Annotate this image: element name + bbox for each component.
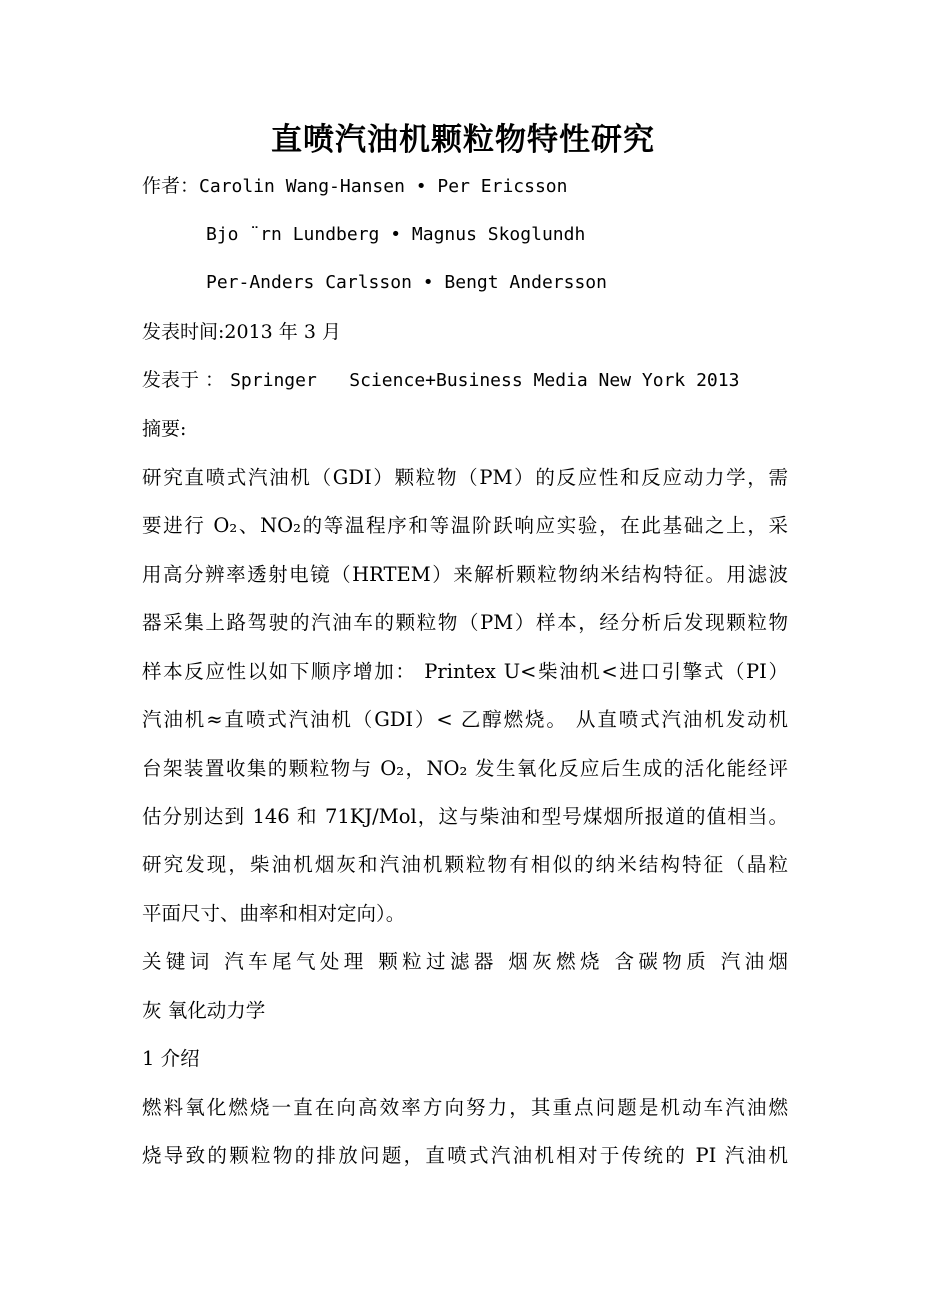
authors-names-2: Bjo ¨rn Lundberg • Magnus Skoglundh — [206, 224, 586, 245]
section-line: 烧导致的颗粒物的排放问题，直喷式汽油机相对于传统的 PI 汽油机 — [142, 1144, 788, 1167]
abstract-heading: 摘要: — [142, 418, 187, 440]
section-heading: 1 介绍 — [142, 1047, 200, 1070]
document-title: 直喷汽油机颗粒物特性研究 — [271, 122, 655, 158]
keywords-line-2: 灰 氧化动力学 — [142, 999, 266, 1022]
authors-line-1 — [142, 174, 567, 199]
published-in — [142, 368, 739, 393]
authors-names-1: Carolin Wang-Hansen • Per Ericsson — [199, 176, 568, 197]
published-time: 发表时间:2013 年 3 月 — [142, 321, 341, 343]
section-line: 燃料氧化燃烧一直在向高效率方向努力，其重点问题是机动车汽油燃 — [142, 1096, 788, 1119]
abstract-line: 要进行 O₂、NO₂的等温程序和等温阶跃响应实验，在此基础之上，采 — [142, 514, 788, 537]
published-in-label: 发表于 ： — [142, 369, 225, 391]
abstract-line: 台架装置收集的颗粒物与 O₂，NO₂ 发生氧化反应后生成的活化能经评 — [142, 757, 788, 780]
abstract-line: 用高分辨率透射电镜（HRTEM）来解析颗粒物纳米结构特征。用滤波 — [142, 563, 788, 586]
published-in-value: Springer Science+Business Media New York 2013 — [230, 370, 740, 391]
abstract-line: 研究发现，柴油机烟灰和汽油机颗粒物有相似的纳米结构特征（晶粒 — [142, 853, 788, 876]
authors-names-3: Per-Anders Carlsson • Bengt Andersson — [206, 272, 607, 293]
abstract-line: 平面尺寸、曲率和相对定向）。 — [142, 902, 406, 925]
abstract-line: 器采集上路驾驶的汽油车的颗粒物（PM）样本，经分析后发现颗粒物 — [142, 611, 788, 634]
keywords-line-1: 关键词 汽车尾气处理 颗粒过滤器 烟灰燃烧 含碳物质 汽油烟 — [142, 950, 788, 973]
abstract-line: 汽油机≈直喷式汽油机（GDI）< 乙醇燃烧。 从直喷式汽油机发动机 — [142, 708, 788, 731]
abstract-line: 估分别达到 146 和 71KJ/Mol，这与柴油和型号煤烟所报道的值相当。 — [142, 805, 788, 828]
abstract-line: 研究直喷式汽油机（GDI）颗粒物（PM）的反应性和反应动力学，需 — [142, 466, 788, 489]
abstract-line: 样本反应性以如下顺序增加： Printex U<柴油机<进口引擎式（PI） — [142, 660, 788, 683]
authors-label: 作者： — [142, 175, 200, 197]
